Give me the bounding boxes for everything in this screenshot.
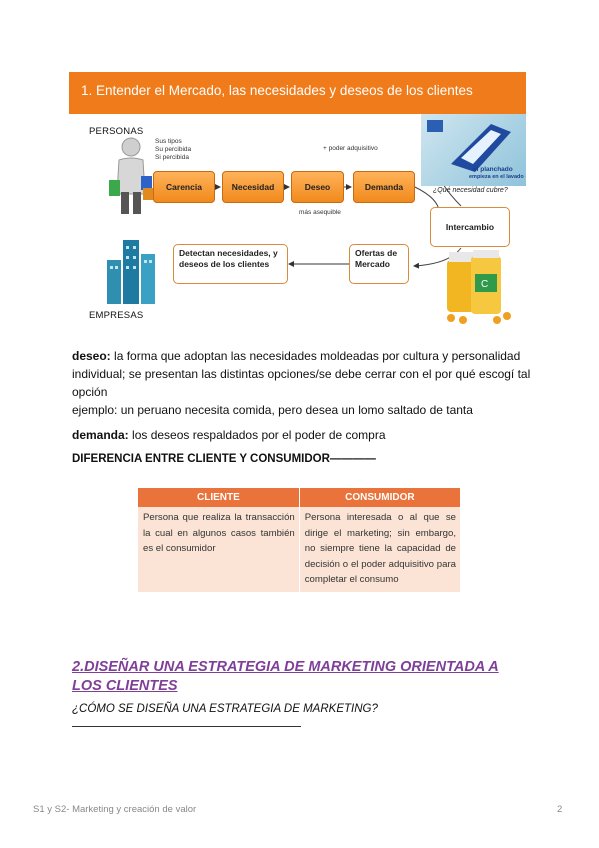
deseo-box: Deseo	[291, 171, 344, 203]
ad-line-2: empieza en el lavado	[469, 174, 524, 180]
svg-text:C: C	[481, 279, 489, 290]
demanda-box: Demanda	[353, 171, 415, 203]
section-title: 1. Entender el Mercado, las necesidades y deseos de los clientes	[81, 83, 473, 98]
market-diagram	[69, 114, 526, 330]
page-number: 2	[557, 804, 563, 815]
necesidad-box: Necesidad	[222, 171, 284, 203]
personas-label: PERSONAS	[89, 126, 144, 137]
ejemplo-text: ejemplo: un peruano necesita comida, pero desea un lomo saltado de tanta	[72, 403, 473, 417]
answer-line	[72, 726, 301, 727]
ad-caption: ¿Qué necesidad cubre?	[433, 187, 508, 194]
table-header-cliente: CLIENTE	[138, 488, 299, 507]
demanda-term: demanda:	[72, 428, 129, 442]
note-line: Su percibida	[155, 146, 192, 153]
power-note: + poder adquisitivo	[323, 145, 378, 152]
table-cell-consumidor: Persona interesada o al que se dirige el marketing; sin embargo, no siempre tiene la capacidad de decisión o el poder adquisitivo para completar el consumo	[299, 507, 460, 592]
section2-question: ¿CÓMO SE DISEÑA UNA ESTRATEGIA DE MARKETING?	[72, 703, 378, 715]
diferencia-heading: DIFERENCIA ENTRE CLIENTE Y CONSUMIDOR————	[72, 453, 376, 465]
deseo-term: deseo:	[72, 349, 111, 363]
vitamin-bottles-icon	[441, 250, 517, 324]
detergent-ad-image	[421, 114, 526, 186]
demanda-text: los deseos respaldados por el poder de compra	[128, 428, 386, 442]
section2-heading: 2.DISEÑAR UNA ESTRATEGIA DE MARKETING ORIENTADA A LOS CLIENTES	[72, 659, 499, 694]
ofertas-box: Ofertas de Mercado	[349, 244, 409, 284]
table-header-consumidor: CONSUMIDOR	[299, 488, 460, 507]
table-cell-cliente: Persona que realiza la transacción la cual en algunos casos también es el consumidor	[138, 507, 299, 592]
deseo-definition	[72, 347, 532, 401]
carencia-box: Carencia	[153, 171, 215, 203]
access-note: más asequible	[299, 209, 341, 216]
detectan-box: Detectan necesidades, y deseos de los clientes	[173, 244, 288, 284]
footer-text: S1 y S2- Marketing y creación de valor	[33, 804, 197, 815]
intercambio-box: Intercambio	[430, 207, 510, 247]
cliente-consumidor-table	[138, 488, 461, 592]
deseo-text: la forma que adoptan las necesidades moldeadas por cultura y personalidad individual; se presentan las distintas opciones/se debe cerrar con el por qué escogí tal opción	[72, 349, 531, 399]
table-row	[138, 507, 461, 592]
demanda-definition	[72, 426, 532, 444]
empresas-label: EMPRESAS	[89, 310, 144, 321]
ad-line-1: el planchado	[473, 166, 513, 173]
note-line: Si percibida	[155, 154, 189, 161]
note-line: Sus tipos	[155, 138, 182, 145]
section-banner	[69, 72, 526, 114]
